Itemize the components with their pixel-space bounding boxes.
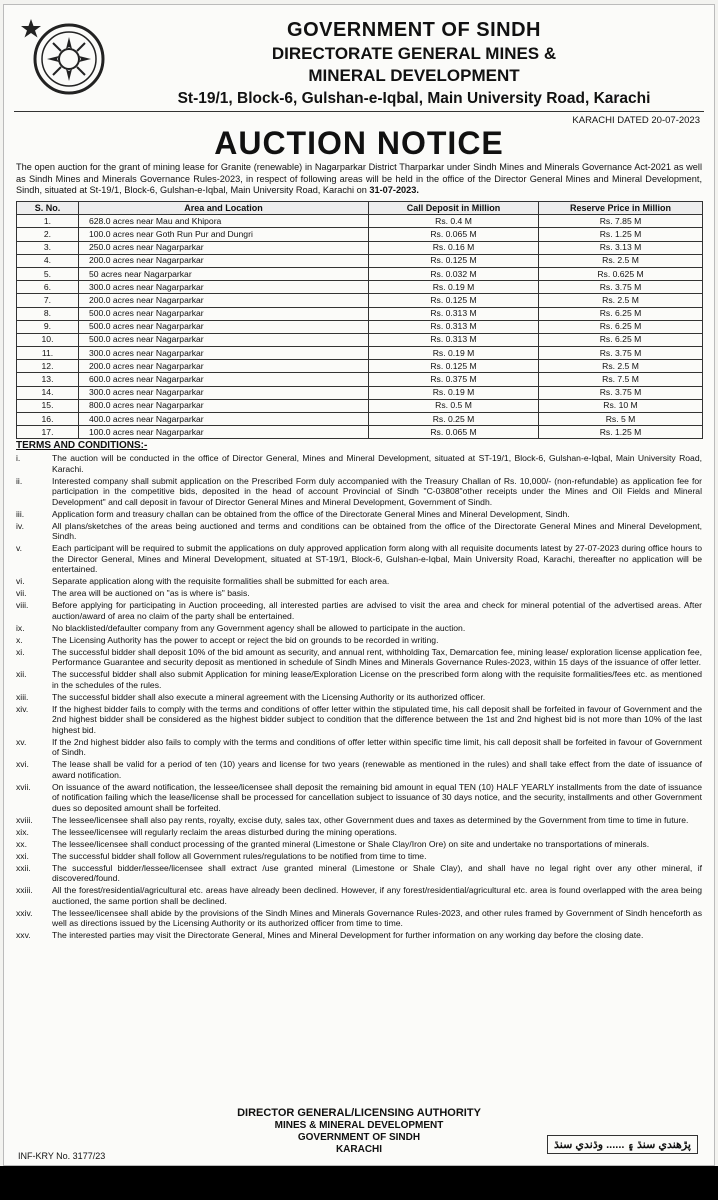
term-number: xxii. <box>16 862 31 873</box>
term-number: ii. <box>16 475 23 486</box>
term-item <box>16 623 702 634</box>
area-location-cell: 250.0 acres near Nagarparkar <box>79 241 369 254</box>
call-deposit-cell: Rs. 0.065 M <box>369 426 539 439</box>
area-location-cell: 628.0 acres near Mau and Khipora <box>79 215 369 228</box>
auction-date: 31-07-2023. <box>369 185 419 195</box>
term-text: The successful bidder shall deposit 10% of the bid amount as security, and annual rent, withholding Tax, Demarcation fee, mining lease/ exploration license application fee, Performance Guarantee and security deposit as mentioned in schedule of Sindh Mines and Minerals Governance Rules-2023, within 15 days of the issuance of offer letter. <box>52 646 702 667</box>
term-text: The successful bidder shall follow all Government rules/regulations to be notified from time to time. <box>52 850 427 861</box>
header-department: MINERAL DEVELOPMENT <box>308 66 520 85</box>
sindh-government-emblem-icon <box>17 17 109 97</box>
call-deposit-cell: Rs. 0.19 M <box>369 281 539 294</box>
term-item <box>16 576 702 587</box>
table-body <box>17 215 703 439</box>
table-header-cell: Reserve Price in Million <box>539 202 703 215</box>
term-text: Interested company shall submit application on the Prescribed Form duly accompanied with the Treasury Challan of Rs. 10,000/- (non-refundable) as application fee for participation in the competitive bids, deposited in the head of account Provincial of Sindh "C-03808"other receipts under the Mines and Oil Fields and Mineral Development" and call deposit in favour of Director General Mines and Mineral Development, Government of Sindh. <box>52 475 702 507</box>
reserve-price-cell: Rs. 2.5 M <box>539 294 703 307</box>
term-text: Application form and treasury challan can be obtained from the office of the Directorate General Mines and Mineral Development, Sindh. <box>52 508 570 519</box>
call-deposit-cell: Rs. 0.032 M <box>369 267 539 280</box>
header-government: GOVERNMENT OF SINDH <box>287 19 541 41</box>
reserve-price-cell: Rs. 1.25 M <box>539 426 703 439</box>
table-row <box>17 373 703 386</box>
table-row <box>17 307 703 320</box>
signatory-government: GOVERNMENT OF SINDH <box>297 1132 421 1143</box>
term-item <box>16 647 702 668</box>
term-item <box>16 908 702 929</box>
table-row <box>17 267 703 280</box>
reference-number: INF-KRY No. 3177/23 <box>18 1151 106 1161</box>
serial-number-cell: 4. <box>17 254 79 267</box>
term-item <box>16 759 702 780</box>
table-header-cell: S. No. <box>17 202 79 215</box>
area-location-cell: 600.0 acres near Nagarparkar <box>79 373 369 386</box>
call-deposit-cell: Rs. 0.19 M <box>369 386 539 399</box>
intro-paragraph <box>16 162 702 197</box>
area-location-cell: 200.0 acres near Nagarparkar <box>79 360 369 373</box>
reserve-price-cell: Rs. 1.25 M <box>539 228 703 241</box>
term-item <box>16 669 702 690</box>
term-number: xv. <box>16 736 27 747</box>
term-number: vi. <box>16 576 25 586</box>
call-deposit-cell: Rs. 0.25 M <box>369 413 539 426</box>
table-row <box>17 241 703 254</box>
area-location-cell: 500.0 acres near Nagarparkar <box>79 307 369 320</box>
term-text: The Licensing Authority has the power to accept or reject the bid on grounds to be recorded in writing. <box>52 634 439 645</box>
table-row <box>17 281 703 294</box>
area-location-cell: 500.0 acres near Nagarparkar <box>79 320 369 333</box>
serial-number-cell: 5. <box>17 267 79 280</box>
table-row <box>17 360 703 373</box>
intro-text: The open auction for the grant of mining lease for Granite (renewable) in Nagarparkar District Tharparkar under Sindh Mines and Minerals Governance Act-2021 as well as Sindh Mines and Minerals Governance Rules-2023, in respect of following areas will be held in the office of the Director General Mines and Mineral Development, Sindh, situated at St-19/1, Block-6, Gulshan-e-Iqbal, Main University Road, Karachi on <box>16 162 702 195</box>
term-text: All plans/sketches of the areas being auctioned and terms and conditions can be obtained from the office of the Directorate General Mines and Mineral Development, Sindh. <box>52 520 702 541</box>
term-item <box>16 453 702 474</box>
term-number: xix. <box>16 826 29 837</box>
call-deposit-cell: Rs. 0.375 M <box>369 373 539 386</box>
table-header-cell: Call Deposit in Million <box>369 202 539 215</box>
table-row <box>17 386 703 399</box>
table-row <box>17 294 703 307</box>
term-item <box>16 588 702 599</box>
term-item <box>16 815 702 826</box>
term-text: The lease shall be valid for a period of ten (10) years and license for two years (renewable as mentioned in the rules) and shall take effect from the date of issuance of award notification. <box>52 759 702 780</box>
serial-number-cell: 1. <box>17 215 79 228</box>
table-row <box>17 426 703 439</box>
reserve-price-cell: Rs. 6.25 M <box>539 320 703 333</box>
term-text: Before applying for participating in Auction proceeding, all interested parties are advised to visit the area and check for mineral potential of the advertised areas. After auction/award of area no claim of the party shall be entertained. <box>52 600 702 621</box>
term-text: On issuance of the award notification, the lessee/licensee shall deposit the remaining bid amount in equal TEN (10) HALF YEARLY installments from the date of issuance of notification failing which the lease/license shall be processed for cancellation subject to issuance of 30 days notice, and the security, installments and other Government dues so deposited amount shall be forfeited. <box>52 781 702 813</box>
term-text: No blacklisted/defaulter company from any Government agency shall be allowed to participate in the auction. <box>52 622 466 633</box>
term-number: ix. <box>16 622 25 633</box>
term-item <box>16 521 702 542</box>
serial-number-cell: 11. <box>17 347 79 360</box>
term-number: i. <box>16 453 21 463</box>
term-number: xvi. <box>16 759 29 769</box>
serial-number-cell: 13. <box>17 373 79 386</box>
bottom-black-bar <box>0 1166 718 1200</box>
term-text: The successful bidder shall also execute a mineral agreement with the Licensing Authority or its authorized officer. <box>52 691 486 702</box>
term-item <box>16 885 702 906</box>
area-location-cell: 400.0 acres near Nagarparkar <box>79 413 369 426</box>
area-location-cell: 300.0 acres near Nagarparkar <box>79 386 369 399</box>
term-number: vii. <box>16 588 27 598</box>
term-text: All the forest/residential/agricultural etc. areas have already been declined. However, if any forest/residential/agricultural etc. area is found overlapped with the area being auctioned, the same portion shall be declined. <box>52 885 702 906</box>
serial-number-cell: 8. <box>17 307 79 320</box>
term-number: xxiv. <box>16 907 33 918</box>
areas-table <box>16 201 703 439</box>
serial-number-cell: 6. <box>17 281 79 294</box>
reserve-price-cell: Rs. 10 M <box>539 399 703 412</box>
term-number: xviii. <box>16 814 33 825</box>
term-text: The lessee/licensee shall also pay rents, royalty, excise duty, sales tax, other Government dues and taxes as determined by the Government from time to time in future. <box>52 814 689 825</box>
table-row <box>17 215 703 228</box>
reserve-price-cell: Rs. 5 M <box>539 413 703 426</box>
term-item <box>16 863 702 884</box>
area-location-cell: 200.0 acres near Nagarparkar <box>79 254 369 267</box>
header-directorate: DIRECTORATE GENERAL MINES & <box>271 44 557 63</box>
table-row <box>17 254 703 267</box>
table-row <box>17 347 703 360</box>
call-deposit-cell: Rs. 0.5 M <box>369 399 539 412</box>
term-number: xxv. <box>16 930 31 940</box>
area-location-cell: 200.0 acres near Nagarparkar <box>79 294 369 307</box>
call-deposit-cell: Rs. 0.19 M <box>369 347 539 360</box>
terms-title: TERMS AND CONDITIONS:- <box>16 440 148 451</box>
reserve-price-cell: Rs. 7.5 M <box>539 373 703 386</box>
term-text: If the 2nd highest bidder also fails to comply with the terms and conditions of offer letter within specific time limit, his call deposit shall be forfeited in favour of Government of Sindh. <box>52 736 702 757</box>
reserve-price-cell: Rs. 6.25 M <box>539 333 703 346</box>
term-item <box>16 851 702 862</box>
reserve-price-cell: Rs. 3.13 M <box>539 241 703 254</box>
term-number: xxiii. <box>16 885 33 895</box>
term-item <box>16 543 702 575</box>
serial-number-cell: 14. <box>17 386 79 399</box>
reserve-price-cell: Rs. 2.5 M <box>539 360 703 373</box>
term-item <box>16 839 702 850</box>
notice-title: AUCTION NOTICE <box>214 125 504 161</box>
table-header-row <box>17 202 703 215</box>
serial-number-cell: 16. <box>17 413 79 426</box>
term-item <box>16 509 702 520</box>
term-number: xiii. <box>16 691 29 702</box>
term-text: If the highest bidder fails to comply with the terms and conditions of offer letter within the stipulated time, his call deposit shall be forfeited in favour of Government and the 2nd highest bidder shall be considered as the highest bidder subject to condition that the difference between the 1st and 2nd highest bid is not more than 10% of the last highest bid. <box>52 703 702 735</box>
reserve-price-cell: Rs. 2.5 M <box>539 254 703 267</box>
term-item <box>16 692 702 703</box>
serial-number-cell: 2. <box>17 228 79 241</box>
term-text: Separate application along with the requisite formalities shall be submitted for each area. <box>52 576 390 586</box>
header-address: St-19/1, Block-6, Gulshan-e-Iqbal, Main University Road, Karachi <box>177 90 651 107</box>
area-location-cell: 300.0 acres near Nagarparkar <box>79 347 369 360</box>
term-item <box>16 782 702 814</box>
term-number: viii. <box>16 600 29 610</box>
call-deposit-cell: Rs. 0.125 M <box>369 254 539 267</box>
term-number: xi. <box>16 646 25 657</box>
table-row <box>17 399 703 412</box>
term-text: The area will be auctioned on "as is where is" basis. <box>52 588 250 598</box>
term-text: The interested parties may visit the Directorate General, Mines and Mineral Development for further information on any working day before the closing date. <box>52 930 644 940</box>
sindhi-slogan: پڙهندي سنڌ ۽ ...... وڌندي سنڌ <box>547 1135 698 1154</box>
notice-page <box>3 4 715 1166</box>
reserve-price-cell: Rs. 3.75 M <box>539 281 703 294</box>
term-number: xvii. <box>16 781 31 792</box>
reserve-price-cell: Rs. 3.75 M <box>539 386 703 399</box>
table-row <box>17 413 703 426</box>
call-deposit-cell: Rs. 0.125 M <box>369 360 539 373</box>
call-deposit-cell: Rs. 0.16 M <box>369 241 539 254</box>
term-item <box>16 827 702 838</box>
reserve-price-cell: Rs. 3.75 M <box>539 347 703 360</box>
notice-date: KARACHI DATED 20-07-2023 <box>572 115 700 126</box>
term-text: The auction will be conducted in the office of Director General, Mines and Mineral Development, situated at ST-19/1, Block-6, Gulshan-e-Iqbal, Main University Road, Karachi. <box>52 453 702 474</box>
term-text: The successful bidder shall also submit Application for mining lease/Exploration License on the prescribed form along with the requisite formalities/fees etc. as mentioned in the schedules of the rules. <box>52 669 702 690</box>
serial-number-cell: 9. <box>17 320 79 333</box>
term-item <box>16 600 702 621</box>
area-location-cell: 800.0 acres near Nagarparkar <box>79 399 369 412</box>
serial-number-cell: 3. <box>17 241 79 254</box>
call-deposit-cell: Rs. 0.4 M <box>369 215 539 228</box>
term-number: xx. <box>16 838 27 849</box>
serial-number-cell: 7. <box>17 294 79 307</box>
term-number: x. <box>16 634 23 645</box>
serial-number-cell: 10. <box>17 333 79 346</box>
terms-list <box>16 453 702 942</box>
term-number: xxi. <box>16 850 29 861</box>
table-row <box>17 333 703 346</box>
serial-number-cell: 12. <box>17 360 79 373</box>
term-text: The lessee/licensee shall conduct processing of the granted mineral (Limestone or Shale Clay/Iron Ore) on site and undertake no transportations of minerals. <box>52 838 650 849</box>
area-location-cell: 300.0 acres near Nagarparkar <box>79 281 369 294</box>
table-row <box>17 228 703 241</box>
term-text: The lessee/licensee shall abide by the provisions of the Sindh Mines and Minerals Governance Rules-2023, and other rules framed by Government of Sindh henceforth as well as directions issued by the Licensing Authority or its authorized officer from time to time. <box>52 907 702 928</box>
call-deposit-cell: Rs. 0.313 M <box>369 307 539 320</box>
table-row <box>17 320 703 333</box>
area-location-cell: 100.0 acres near Nagarparkar <box>79 426 369 439</box>
reserve-price-cell: Rs. 7.85 M <box>539 215 703 228</box>
call-deposit-cell: Rs. 0.125 M <box>369 294 539 307</box>
call-deposit-cell: Rs. 0.313 M <box>369 333 539 346</box>
area-location-cell: 100.0 acres near Goth Run Pur and Dungri <box>79 228 369 241</box>
term-number: xiv. <box>16 703 29 714</box>
call-deposit-cell: Rs. 0.065 M <box>369 228 539 241</box>
term-text: The successful bidder/lessee/licensee shall extract /use granted mineral (Limestone or Shale Clay), and shall have no legal right over any other mineral, if discovered/found. <box>52 862 702 883</box>
term-text: Each participant will be required to submit the applications on duly approved application form along with all requisite documents latest by 27-07-2023 during office hours to the Director General, Mines and Mineral Development, situated at ST-19/1, Block-6, Gulshan-e-Iqbal, Main University Road, Karachi, thereafter no application will be entertained. <box>52 543 702 574</box>
term-number: v. <box>16 543 23 553</box>
serial-number-cell: 15. <box>17 399 79 412</box>
term-item <box>16 704 702 736</box>
signatory-department: MINES & MINERAL DEVELOPMENT <box>274 1120 444 1131</box>
term-item <box>16 737 702 758</box>
signatory-city: KARACHI <box>335 1144 383 1155</box>
call-deposit-cell: Rs. 0.313 M <box>369 320 539 333</box>
serial-number-cell: 17. <box>17 426 79 439</box>
term-number: xii. <box>16 669 27 679</box>
reserve-price-cell: Rs. 0.625 M <box>539 267 703 280</box>
signatory-title: DIRECTOR GENERAL/LICENSING AUTHORITY <box>237 1107 481 1119</box>
area-location-cell: 500.0 acres near Nagarparkar <box>79 333 369 346</box>
term-number: iv. <box>16 520 24 531</box>
term-item <box>16 930 702 941</box>
header-divider <box>14 111 704 112</box>
reserve-price-cell: Rs. 6.25 M <box>539 307 703 320</box>
term-item <box>16 476 702 508</box>
table-header-cell: Area and Location <box>79 202 369 215</box>
term-item <box>16 635 702 646</box>
area-location-cell: 50 acres near Nagarparkar <box>79 267 369 280</box>
term-number: iii. <box>16 508 25 519</box>
term-text: The lessee/licensee will regularly reclaim the areas disturbed during the mining operations. <box>52 826 397 837</box>
